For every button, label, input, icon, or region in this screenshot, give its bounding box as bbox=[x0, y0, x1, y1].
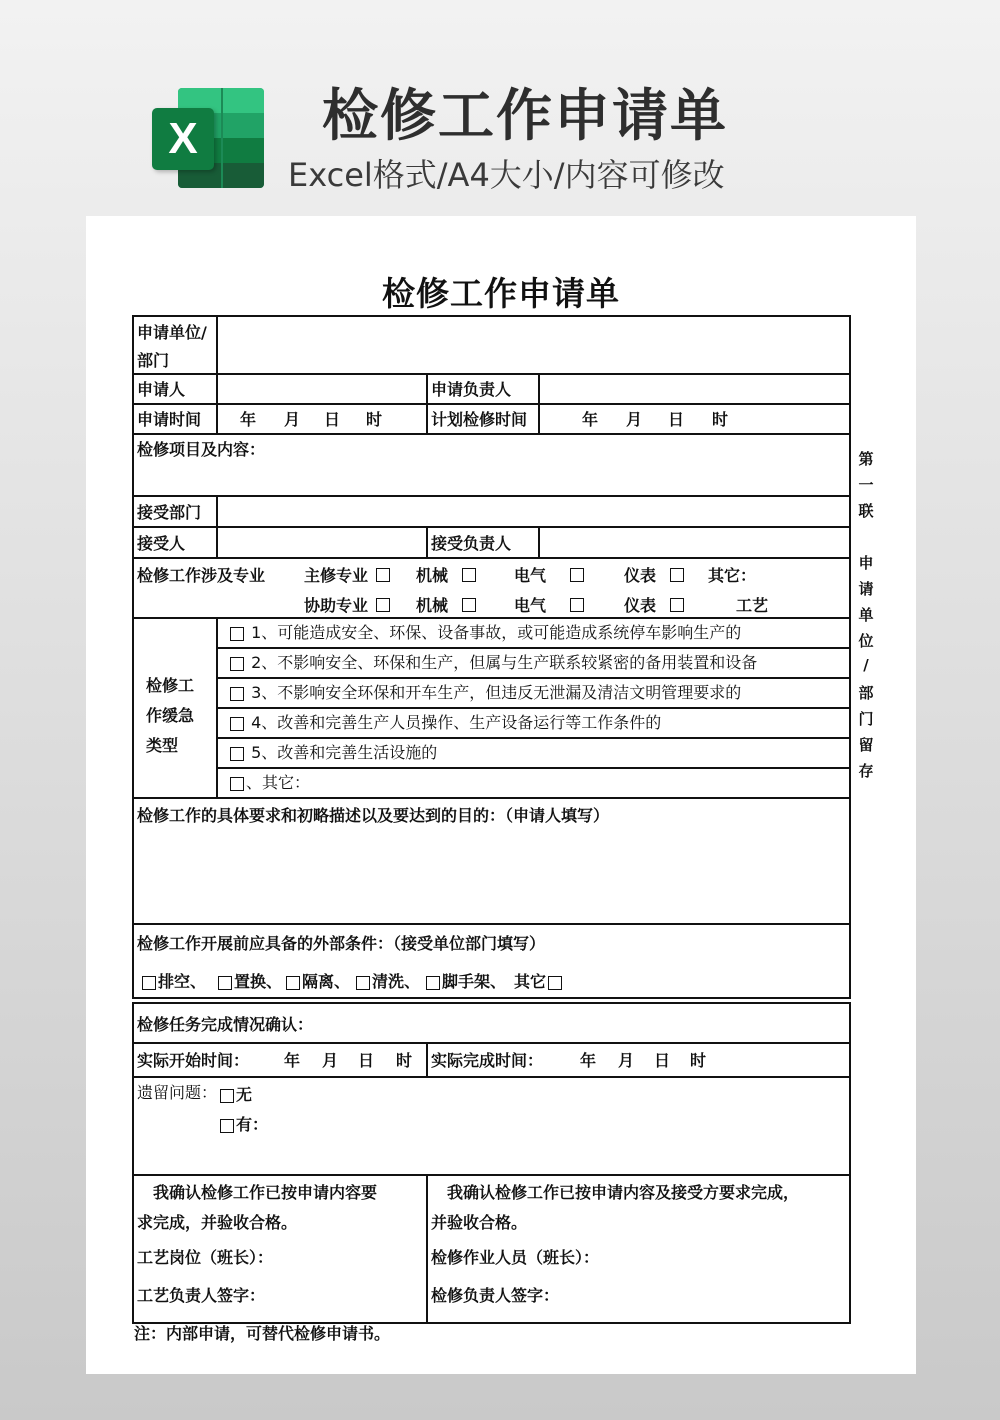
side-char: 单 bbox=[858, 606, 874, 624]
issue-none-option[interactable] bbox=[218, 1082, 252, 1105]
year-text: 年 bbox=[580, 1051, 597, 1070]
row-confirm bbox=[132, 1176, 851, 1324]
row-specialty bbox=[132, 559, 851, 619]
specialty-label: 检修工作涉及专业 bbox=[137, 566, 266, 585]
other-specialty-label: 其它： bbox=[708, 566, 757, 585]
month-text: 月 bbox=[626, 410, 643, 429]
content-label: 检修项目及内容： bbox=[137, 440, 266, 459]
main-mech-checkbox[interactable] bbox=[460, 564, 478, 583]
assist-inst-label: 仪表 bbox=[624, 596, 657, 615]
row-applicant bbox=[132, 375, 851, 405]
assist-mech-label: 机械 bbox=[416, 596, 449, 615]
urgency-item-5-text: 5、改善和完善生活设施的 bbox=[251, 743, 438, 762]
apply-manager-field[interactable] bbox=[538, 375, 849, 403]
logo-column-line bbox=[221, 88, 223, 188]
main-inst-checkbox[interactable] bbox=[668, 564, 686, 583]
apply-unit-label: 申请单位/部门 bbox=[137, 323, 207, 370]
main-inst-label: 仪表 bbox=[624, 566, 657, 585]
confirm-left-line1: 我确认检修工作已按申请内容要 bbox=[153, 1183, 378, 1202]
requirement-label: 检修工作的具体要求和初略描述以及要达到的目的：（申请人填写） bbox=[137, 806, 610, 825]
document-paper bbox=[86, 216, 916, 1374]
ext-other-text: 其它 bbox=[514, 972, 547, 991]
ext-replace[interactable] bbox=[216, 969, 282, 992]
confirm-right-line1: 我确认检修工作已按申请内容及接受方要求完成， bbox=[447, 1183, 800, 1202]
side-char: 第 bbox=[858, 450, 874, 468]
ext-isolate-text: 隔离、 bbox=[302, 972, 351, 991]
row-receiver bbox=[132, 528, 851, 559]
urgency-item-2[interactable] bbox=[218, 649, 849, 679]
actual-end-label: 实际完成时间： bbox=[431, 1051, 544, 1070]
receive-dept-label: 接受部门 bbox=[137, 503, 202, 522]
assist-specialty-checkbox[interactable] bbox=[374, 594, 392, 613]
footer-note: 注：内部申请，可替代检修申请书。 bbox=[134, 1324, 391, 1343]
receive-dept-field[interactable] bbox=[216, 497, 849, 526]
actual-end-field[interactable] bbox=[426, 1044, 849, 1076]
side-char: 存 bbox=[858, 762, 874, 780]
hour-text: 时 bbox=[366, 410, 383, 429]
urgency-item-3[interactable] bbox=[218, 679, 849, 709]
ext-drain-text: 排空、 bbox=[158, 972, 207, 991]
hour-text: 时 bbox=[712, 410, 729, 429]
receiver-label: 接受人 bbox=[137, 534, 186, 553]
urgency-item-4[interactable] bbox=[218, 709, 849, 739]
process-label: 工艺 bbox=[736, 596, 769, 615]
receive-manager-field[interactable] bbox=[538, 528, 849, 557]
side-char: 联 bbox=[858, 502, 874, 520]
document-title: 检修工作申请单 bbox=[382, 274, 620, 313]
ext-clean-text: 清洗、 bbox=[372, 972, 421, 991]
confirm-right-block bbox=[426, 1176, 849, 1322]
completion-label: 检修任务完成情况确认： bbox=[137, 1015, 314, 1034]
apply-manager-label: 申请负责人 bbox=[426, 375, 538, 403]
day-text: 日 bbox=[324, 410, 341, 429]
issue-has-option[interactable] bbox=[218, 1112, 268, 1135]
banner-subtitle: Excel格式/A4大小/内容可修改 bbox=[288, 156, 725, 194]
side-char: 门 bbox=[858, 710, 874, 728]
confirm-right-post[interactable]: 检修作业人员（班长）： bbox=[431, 1248, 600, 1267]
issues-label: 遗留问题： bbox=[137, 1083, 218, 1102]
side-char: 位 bbox=[858, 632, 874, 650]
hour-text: 时 bbox=[396, 1051, 413, 1070]
day-text: 日 bbox=[654, 1051, 671, 1070]
row-urgency bbox=[132, 619, 851, 799]
urgency-item-6-text: 、其它： bbox=[246, 773, 311, 792]
ext-scaffold-text: 脚手架、 bbox=[442, 972, 507, 991]
receiver-field[interactable] bbox=[216, 528, 426, 557]
main-specialty-label: 主修专业 bbox=[304, 566, 369, 585]
urgency-item-4-text: 4、改善和完善生产人员操作、生产设备运行等工作条件的 bbox=[251, 713, 662, 732]
day-text: 日 bbox=[358, 1051, 375, 1070]
ext-drain[interactable] bbox=[140, 969, 206, 992]
day-text: 日 bbox=[668, 410, 685, 429]
side-char: 一 bbox=[858, 476, 874, 494]
urgency-item-1-text: 1、可能造成安全、环保、设备事故，或可能造成系统停车影响生产的 bbox=[251, 623, 742, 642]
side-char: 申 bbox=[858, 554, 874, 572]
main-mech-label: 机械 bbox=[416, 566, 449, 585]
applicant-field[interactable] bbox=[216, 375, 426, 403]
issue-none-text: 无 bbox=[236, 1085, 253, 1104]
month-text: 月 bbox=[618, 1051, 635, 1070]
planned-time-label: 计划检修时间 bbox=[426, 405, 538, 433]
excel-logo-icon bbox=[152, 88, 264, 188]
ext-other[interactable] bbox=[514, 969, 564, 992]
issue-has-text: 有： bbox=[236, 1115, 269, 1134]
side-char: / bbox=[863, 656, 869, 674]
side-char: 部 bbox=[858, 684, 874, 702]
month-text: 月 bbox=[284, 410, 301, 429]
application-form bbox=[132, 315, 851, 1324]
banner-title: 检修工作申请单 bbox=[322, 84, 728, 149]
row-receive-dept bbox=[132, 497, 851, 528]
assist-inst-checkbox[interactable] bbox=[668, 594, 686, 613]
month-text: 月 bbox=[322, 1051, 339, 1070]
urgency-item-5[interactable] bbox=[218, 739, 849, 769]
ext-clean[interactable] bbox=[354, 969, 420, 992]
row-content[interactable] bbox=[132, 435, 851, 497]
main-elec-label: 电气 bbox=[514, 566, 547, 585]
urgency-item-3-text: 3、不影响安全环保和开车生产，但违反无泄漏及清洁文明管理要求的 bbox=[251, 683, 742, 702]
planned-time-field[interactable] bbox=[538, 405, 849, 433]
apply-unit-field[interactable] bbox=[216, 317, 849, 373]
row-apply-unit bbox=[132, 315, 851, 375]
confirm-right-line2: 并验收合格。 bbox=[431, 1213, 528, 1232]
row-issues bbox=[132, 1078, 851, 1176]
receive-manager-label: 接受负责人 bbox=[426, 528, 538, 557]
urgency-item-6[interactable] bbox=[218, 769, 849, 799]
confirm-left-block bbox=[134, 1176, 426, 1322]
row-external bbox=[132, 925, 851, 999]
apply-time-label: 申请时间 bbox=[137, 410, 202, 429]
row-requirement[interactable] bbox=[132, 799, 851, 925]
year-text: 年 bbox=[240, 410, 257, 429]
urgency-options bbox=[216, 619, 849, 797]
main-elec-checkbox[interactable] bbox=[568, 564, 586, 583]
side-char: 请 bbox=[858, 580, 874, 598]
urgency-item-1[interactable] bbox=[218, 619, 849, 649]
confirm-right-sign[interactable]: 检修负责人签字： bbox=[431, 1286, 560, 1305]
applicant-label: 申请人 bbox=[137, 380, 186, 399]
confirm-left-post[interactable]: 工艺岗位（班长）： bbox=[137, 1248, 274, 1267]
external-label: 检修工作开展前应具备的外部条件：（接受单位部门填写） bbox=[137, 934, 546, 953]
row-times bbox=[132, 405, 851, 435]
apply-time-field[interactable] bbox=[216, 405, 426, 433]
confirm-left-sign[interactable]: 工艺负责人签字： bbox=[137, 1286, 266, 1305]
assist-mech-checkbox[interactable] bbox=[460, 594, 478, 613]
year-text: 年 bbox=[582, 410, 599, 429]
ext-isolate[interactable] bbox=[284, 969, 350, 992]
row-completion[interactable] bbox=[132, 1002, 851, 1044]
ext-replace-text: 置换、 bbox=[234, 972, 283, 991]
assist-elec-checkbox[interactable] bbox=[568, 594, 586, 613]
urgency-item-2-text: 2、不影响安全、环保和生产，但属与生产联系较紧密的备用装置和设备 bbox=[251, 653, 758, 672]
row-actual-times bbox=[132, 1044, 851, 1078]
urgency-label: 检修工作缓急类型 bbox=[146, 676, 195, 755]
ext-scaffold[interactable] bbox=[424, 969, 506, 992]
year-text: 年 bbox=[284, 1051, 301, 1070]
hour-text: 时 bbox=[690, 1051, 707, 1070]
assist-specialty-label: 协助专业 bbox=[304, 596, 369, 615]
main-specialty-checkbox[interactable] bbox=[374, 564, 392, 583]
confirm-left-line2: 求完成，并验收合格。 bbox=[137, 1213, 298, 1232]
actual-start-field[interactable] bbox=[134, 1044, 426, 1076]
excel-x-badge: X bbox=[152, 108, 214, 170]
actual-start-label: 实际开始时间： bbox=[137, 1051, 250, 1070]
assist-elec-label: 电气 bbox=[514, 596, 547, 615]
side-char: 留 bbox=[858, 736, 874, 754]
